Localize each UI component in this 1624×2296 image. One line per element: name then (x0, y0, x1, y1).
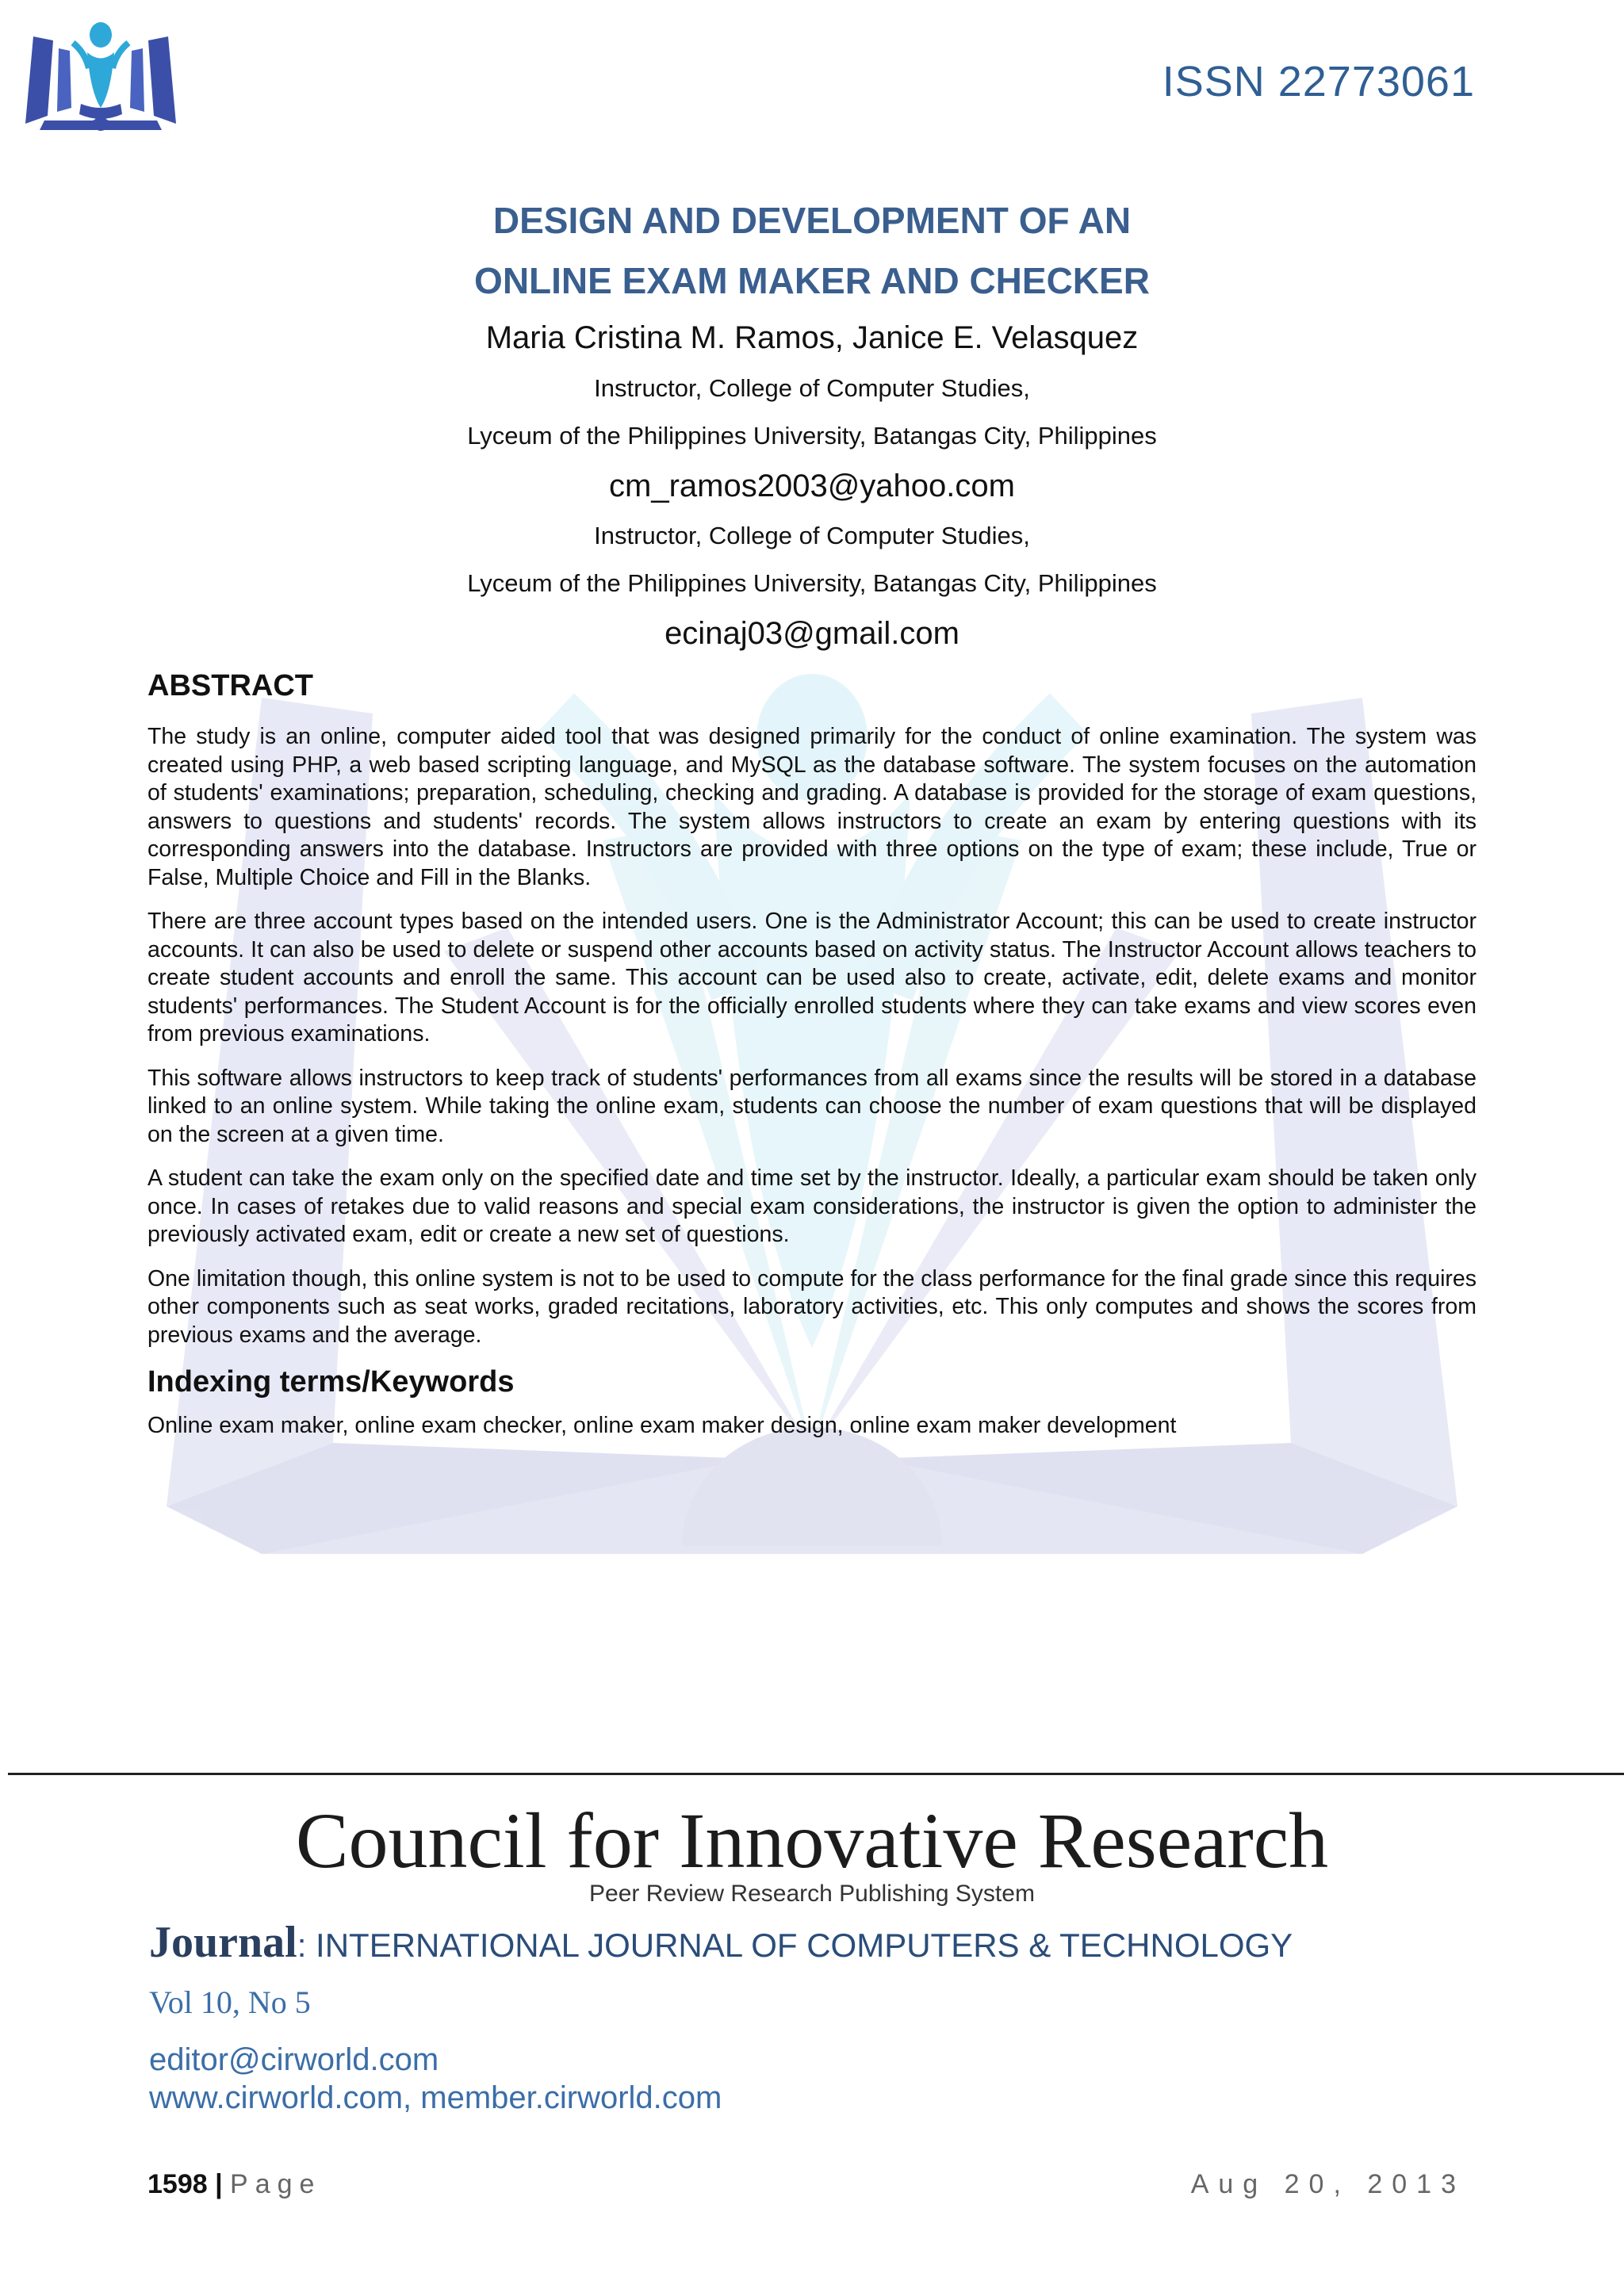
paper-title-line-2: ONLINE EXAM MAKER AND CHECKER (474, 260, 1150, 301)
journal-line (149, 1917, 1293, 1968)
abstract-paragraph: A student can take the exam only on the specified date and time set by the instructor. Ideally, a particular exam should be taken only once. In cases of retakes due to valid reasons and special exam considerations, the instructor is given the option to administer the previously activated exam, edit or create a new set of questions. (147, 1165, 1477, 1247)
abstract-body (147, 723, 1477, 1456)
paper-authors: Maria Cristina M. Ramos, Janice E. Velasquez (485, 320, 1139, 355)
abstract-paragraph: One limitation though, this online system is not to be used to compute for the class performance for the final grade since this requires other components such as seat works, graded recitations, laboratory activities, etc. This only computes and shows the scores from previous exams and the average. (147, 1265, 1477, 1348)
affiliation-2-email: ecinaj03@gmail.com (665, 616, 959, 651)
page-separator: | (207, 2169, 231, 2199)
keywords-text: Online exam maker, online exam checker, online exam maker design, online exam maker development (147, 1413, 1177, 1438)
journal-name: : INTERNATIONAL JOURNAL OF COMPUTERS & TECHNOLOGY (297, 1927, 1293, 1964)
affiliation-1-institution: Lyceum of the Philippines University, Batangas City, Philippines (467, 422, 1157, 450)
affiliation-2-institution: Lyceum of the Philippines University, Batangas City, Philippines (467, 569, 1157, 597)
paper-header (0, 190, 1624, 660)
page-number (147, 2169, 321, 2200)
council-subtitle: Peer Review Research Publishing System (589, 1881, 1035, 1907)
page-number-value: 1598 (147, 2169, 208, 2199)
editor-email-link[interactable]: editor@cirworld.com (149, 2042, 439, 2077)
abstract-heading: ABSTRACT (147, 669, 313, 702)
abstract-paragraph: There are three account types based on the intended users. One is the Administrator Account; this can be used to create instructor accounts. It can also be used to delete or suspend other accounts based on activity status. The Instructor Account allows teachers to create student accounts and enroll the same. This account can be used also to create, activate, edit, delete exams and monitor students' performances. The Student Account is for the officially enrolled students where they can take exams and view scores even from previous examinations. (147, 909, 1477, 1047)
affiliation-1-role: Instructor, College of Computer Studies, (594, 374, 1030, 402)
volume-label: Vol 10, No 5 (149, 1984, 311, 2020)
website-links[interactable]: www.cirworld.com, member.cirworld.com (149, 2080, 722, 2115)
index-terms-heading: Indexing terms/Keywords (147, 1365, 515, 1399)
footer-links (149, 2041, 722, 2117)
abstract-paragraph: This software allows instructors to keep track of students' performances from all exams since the results will be stored in a database linked to an online system. While taking the online exam, students can choose the number of exam questions that will be displayed on the screen at a given time. (147, 1065, 1477, 1147)
paper-title-line-1: DESIGN AND DEVELOPMENT OF AN (492, 200, 1132, 241)
journal-label: Journal (149, 1918, 297, 1967)
affiliation-1-email: cm_ramos2003@yahoo.com (609, 469, 1015, 503)
abstract-paragraph: The study is an online, computer aided tool that was designed primarily for the conduct of online examination. The system was created using PHP, a web based scripting language, and MySQL as the database software. The system focuses on the automation of students' examinations; preparation, scheduling, checking and grading. A database is provided for the storage of exam questions, answers to questions and students' records. The system allows instructors to create an exam by entering questions with its corresponding answers into the database. Instructors are provided with three options on the type of exam; these include, True or False, Multiple Choice and Fill in the Blanks. (147, 724, 1477, 890)
footer-divider (8, 1773, 1624, 1775)
council-title: Council for Innovative Research (295, 1797, 1329, 1885)
journal-logo-icon (10, 5, 192, 140)
page-word: Page (230, 2169, 322, 2199)
issn-label: ISSN 22773061 (1162, 58, 1475, 105)
publication-date: Aug 20, 2013 (1190, 2169, 1465, 2199)
affiliation-2-role: Instructor, College of Computer Studies, (594, 522, 1030, 549)
